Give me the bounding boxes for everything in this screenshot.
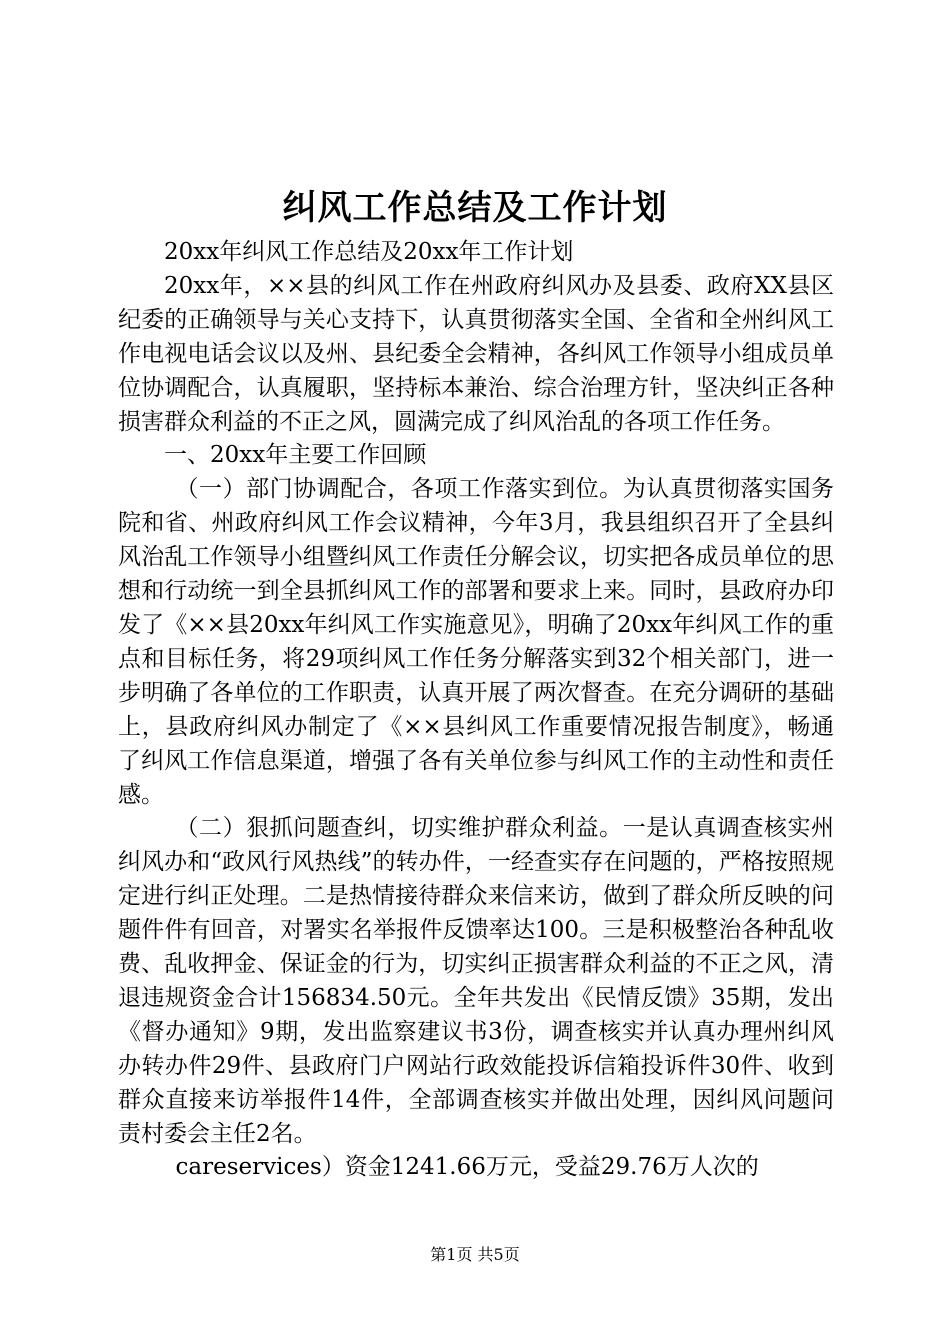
document-body [118, 236, 834, 1185]
section-item-2: （二）狠抓问题查纠，切实维护群众利益。一是认真调查核实州纠风办和“政风行风热线”的转办件，一经查实存在问题的，严格按照规定进行纠正处理。二是热情接待群众来信来访，做到了群众所反映的问题件件有回音，对署实名举报件反馈率达100。三是积极整治各种乱收费、乱收押金、保证金的行为，切实纠正损害群众利益的不正之风，清退违规资金合计156834.50元。全年共发出《民情反馈》35期，发出《督办通知》9期，发出监察建议书3份，调查核实并认真办理州纠风办转办件29件、县政府门户网站行政效能投诉信箱投诉件30件、收到群众直接来访举报件14件，全部调查核实并做出处理，因纠风问题问责村委会主任2名。 [118, 815, 834, 1147]
subtitle-paragraph: 20xx年纠风工作总结及20xx年工作计划 [164, 239, 574, 265]
continuation-paragraph: careservices）资金1241.66万元，受益29.76万人次的 [175, 1154, 759, 1181]
page-footer: 第1页 共5页 [430, 1245, 520, 1264]
intro-paragraph: 20xx年，××县的纠风工作在州政府纠风办及县委、政府XX县区纪委的正确领导与关心支持下，认真贯彻落实全国、全省和全州纠风工作电视电话会议以及州、县纪委全会精神，各纠风工作领导小组成员单位协调配合，认真履职，坚持标本兼治、综合治理方针，坚决纠正各种损害群众利益的不正之风，圆满完成了纠风治乱的各项工作任务。 [118, 272, 834, 435]
document-title: 纠风工作总结及工作计划 [282, 188, 668, 228]
section-item-1: （一）部门协调配合，各项工作落实到位。为认真贯彻落实国务院和省、州政府纠风工作会议精神，今年3月，我县组织召开了全县纠风治乱工作领导小组暨纠风工作责任分解会议，切实把各成员单位的思想和行动统一到全县抓纠风工作的部署和要求上来。同时，县政府办印发了《××县20xx年纠风工作实施意见》，明确了20xx年纠风工作的重点和目标任务，将29项纠风工作任务分解落实到32个相关部门，进一步明确了各单位的工作职责，认真开展了两次督查。在充分调研的基础上，县政府纠风办制定了《××县纠风工作重要情况报告制度》，畅通了纠风工作信息渠道，增强了各有关单位参与纠风工作的主动性和责任感。 [118, 476, 834, 808]
section-heading: 一、20xx年主要工作回顾 [164, 442, 427, 469]
